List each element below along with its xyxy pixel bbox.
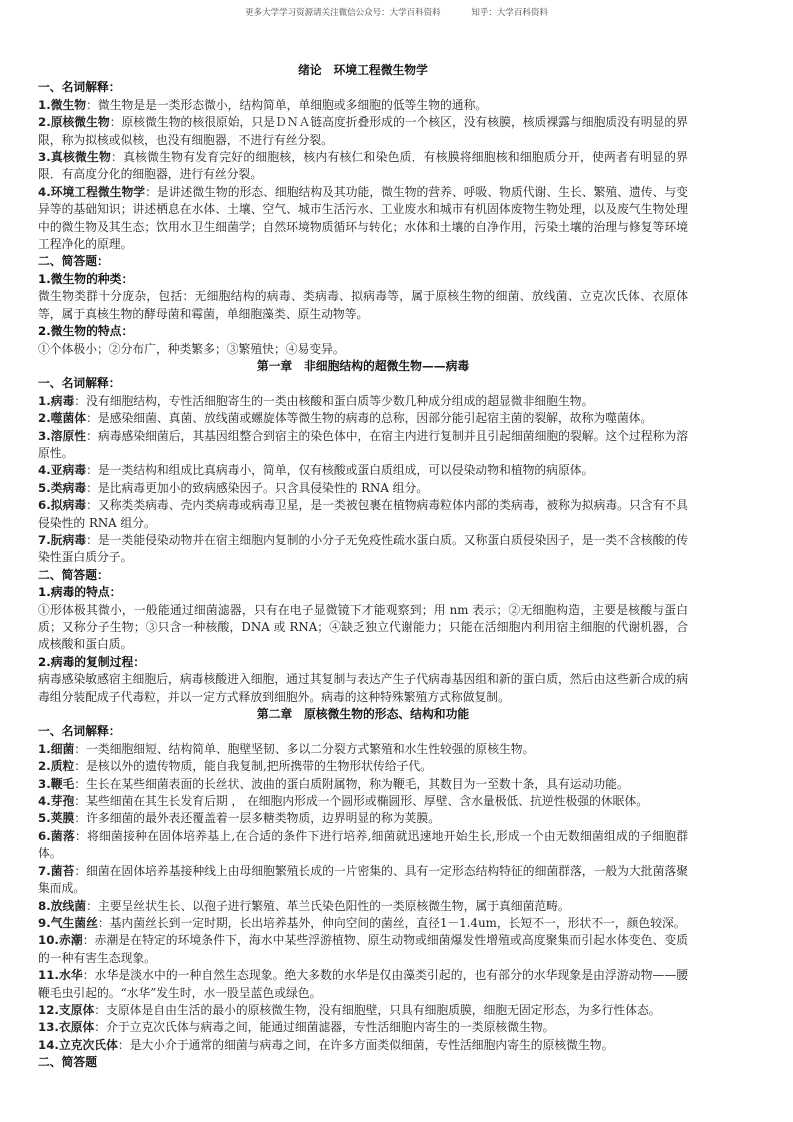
term-definition — [38, 462, 688, 479]
term-definition — [38, 497, 688, 532]
term-text: ：又称类类病毒、壳内类病毒或病毒卫星，是一类被包裹在植物病毒粒体内部的类病毒，被称为拟病毒。只含有不具侵染性的 RNA 组分。 — [38, 498, 688, 530]
question-title: 2.微生物的特点： — [38, 324, 134, 339]
term-label: 9.气生菌丝 — [38, 915, 98, 930]
term-label: 1.微生物 — [38, 97, 87, 112]
term-definition — [38, 393, 688, 410]
term-text: ：微生物是是一类形态微小，结构简单，单细胞或多细胞的低等生物的通称。 — [86, 97, 488, 112]
term-label: 3.鞭毛 — [38, 776, 75, 791]
term-definition — [38, 184, 688, 254]
chapter-title: 绪论 环境工程微生物学 — [298, 63, 428, 77]
term-label: 10.赤潮 — [38, 933, 83, 948]
term-text: ：某些细菌在其生长发育后期 ， 在细胞内形成一个圆形或椭圆形、厚壁、含水量极低、抗逆性极强的休眠体。 — [74, 794, 649, 809]
term-label: 6.菌落 — [38, 828, 75, 843]
term-label: 5.类病毒 — [38, 480, 87, 495]
term-label: 11.水华 — [38, 968, 83, 983]
term-definition — [38, 428, 688, 463]
term-text: ：生长在某些细菌表面的长丝状、波曲的蛋白质附属物，称为鞭毛，其数目为一至数十条，具有运动功能。 — [74, 776, 629, 791]
term-text: ：没有细胞结构，专性活细胞寄生的一类由核酸和蛋白质等少数几种成分组成的超显微非细胞生物。 — [74, 393, 594, 408]
term-definition — [38, 932, 688, 967]
term-definition — [38, 410, 688, 427]
term-text: ：赤潮是在特定的环境条件下，海水中某些浮游植物、原生动物或细菌爆发性增殖或高度聚集而引起水体变色、变质的一种有害生态现象。 — [38, 933, 688, 965]
paragraph: 微生物类群十分庞杂，包括：无细胞结构的病毒、类病毒、拟病毒等，属于原核生物的细菌、放线菌、立克次氏体、衣原体等，属于真核生物的酵母菌和霉菌，单细胞藻类、原生动物等。 — [38, 289, 688, 321]
term-definition — [38, 967, 688, 1002]
term-text: ：一类细胞细短、结构简单、胞壁坚韧、多以二分裂方式繁殖和水生性较强的原核生物。 — [74, 741, 535, 756]
term-definition — [38, 532, 688, 567]
header-zhihu-note: 知乎：大学百科资料 — [471, 8, 548, 18]
term-label: 1.病毒 — [38, 393, 75, 408]
term-text: ：是核以外的遗传物质，能自我复制,把所携带的生物形状传给子代。 — [74, 759, 432, 774]
term-text: ：介于立克次氏体与病毒之间，能通过细菌滤器，专性活细胞内寄生的一类原核微生物。 — [94, 1020, 555, 1035]
term-label: 2.噬菌体 — [38, 411, 87, 426]
term-text: ：是感染细菌、真菌、放线菌或螺旋体等微生物的病毒的总称，因部分能引起宿主菌的裂解，故称为噬菌体。 — [86, 411, 653, 426]
term-definition — [38, 810, 688, 827]
term-text: ：支原体是自由生活的最小的原核微生物，没有细胞壁，只具有细胞质膜，细胞无固定形态，为多行性体态。 — [94, 1002, 661, 1017]
term-label: 8.放线菌 — [38, 898, 87, 913]
term-definition — [38, 1019, 688, 1036]
term-text: ：真核微生物有发育完好的细胞核，核内有核仁和染色质．有核膜将细胞核和细胞质分开，使两者有明显的界限．有高度分化的细胞器，进行有丝分裂。 — [38, 150, 688, 182]
term-label: 2.原核微生物 — [38, 115, 110, 130]
term-definition — [38, 1002, 688, 1019]
section-heading: 二、简答题： — [38, 254, 109, 269]
page-header-note — [0, 6, 793, 18]
term-label: 3.溶原性 — [38, 428, 87, 443]
term-text: ：是讲述微生物的形态、细胞结构及其功能，微生物的营养、呼吸、物质代谢、生长、繁殖、遗传、与变异等的基础知识；讲述栖息在水体、土壤、空气、城市生活污水、工业废水和城市有机固体废物生物处理，以及废气生物处理中的微生物及其生态；饮用水卫生细菌学；自然环境物质循环与转化；水体和土壤的自净作用，污染土壤的治理与修复等环境工程净化的原理。 — [38, 184, 688, 252]
term-text: ：是一类结构和组成比真病毒小，简单，仅有核酸或蛋白质组成，可以侵染动物和植物的病原体。 — [86, 463, 594, 478]
term-label: 7.朊病毒 — [38, 532, 87, 547]
term-definition — [38, 776, 688, 793]
term-label: 2.质粒 — [38, 759, 75, 774]
term-label: 4.亚病毒 — [38, 463, 87, 478]
term-definition — [38, 480, 688, 497]
term-label: 5.荚膜 — [38, 811, 75, 826]
chapter-title: 第二章 原核微生物的形态、结构和功能 — [256, 707, 470, 722]
term-text: ：病毒感染细菌后，其基因组整合到宿主的染色体中，在宿主内进行复制并且引起细菌细胞的裂解。这个过程称为溶原性。 — [38, 428, 688, 460]
term-text: ：水华是淡水中的一种自然生态现象。绝大多数的水华是仅由藻类引起的，也有部分的水华现象是由浮游动物——腰鞭毛虫引起的。“水华”发生时，水一股呈蓝色或绿色。 — [38, 968, 688, 1000]
section-heading: 一、名词解释： — [38, 376, 121, 391]
term-label: 14.立克次氏体 — [38, 1037, 118, 1052]
document-body — [38, 62, 688, 1072]
question-title: 1.微生物的种类： — [38, 271, 134, 286]
term-definition — [38, 898, 688, 915]
term-definition — [38, 758, 688, 775]
term-label: 7.菌苔 — [38, 863, 75, 878]
term-text: ：基内菌丝长到一定时期，长出培养基外，伸向空间的菌丝，直径1－1.4um，长短不一，形状不一，颜色较深。 — [97, 915, 686, 930]
term-definition — [38, 828, 688, 863]
term-definition — [38, 741, 688, 758]
header-wechat-note: 更多大学学习资源请关注微信公众号：大学百科资料 — [245, 8, 441, 18]
chapter-title: 第一章 非细胞结构的超微生物——病毒 — [256, 358, 470, 373]
term-definition — [38, 1037, 688, 1054]
term-label: 1.细菌 — [38, 741, 75, 756]
term-text: ：是一类能侵染动物并在宿主细胞内复制的小分子无免疫性疏水蛋白质。又称蛋白质侵染因子，是一类不含核酸的传染性蛋白质分子。 — [38, 532, 688, 565]
term-text: ：是比病毒更加小的致病感染因子。只含具侵染性的 RNA 组分。 — [86, 480, 429, 495]
term-definition — [38, 863, 688, 898]
term-label: 12.支原体 — [38, 1002, 95, 1017]
term-label: 4.芽孢 — [38, 794, 75, 809]
term-text: ：许多细菌的最外表还覆盖着一层多糖类物质，边界明显的称为荚膜。 — [74, 811, 441, 826]
term-text: ：主要呈丝状生长、以孢子进行繁殖、革兰氏染色阳性的一类原核微生物，属于真细菌范畴。 — [86, 898, 570, 913]
term-text: ：是大小介于通常的细菌与病毒之间，在许多方面类似细菌，专性活细胞内寄生的原核微生物。 — [117, 1037, 614, 1052]
term-definition — [38, 915, 688, 932]
paragraph: 病毒感染敏感宿主细胞后，病毒核酸进入细胞，通过其复制与表达产生子代病毒基因组和新的蛋白质，然后由这些新合成的病毒组分装配成子代毒粒，并以一定方式释放到细胞外。病毒的这种特殊繁殖方式称做复制。 — [38, 672, 688, 704]
term-label: 13.衣原体 — [38, 1020, 95, 1035]
paragraph: ①形体极其微小，一般能通过细菌滤器，只有在电子显微镜下才能观察到；用 nm 表示；②无细胞构造，主要是核酸与蛋白质；又称分子生物；③只含一种核酸，DNA 或 RNA；④缺乏独立代谢能力；只能在活细胞内利用宿主细胞的代谢机器，合成核酸和蛋白质。 — [38, 602, 688, 652]
section-heading: 一、名词解释： — [38, 724, 121, 739]
question-title: 2.病毒的复制过程： — [38, 654, 146, 669]
term-definition — [38, 114, 688, 149]
term-label: 4.环境工程微生物学 — [38, 184, 146, 199]
section-heading: 二、简答题： — [38, 567, 109, 582]
term-label: 3.真核微生物 — [38, 150, 112, 165]
question-title: 1.病毒的特点： — [38, 585, 122, 600]
term-definition — [38, 97, 688, 114]
section-heading: 二、简答题 — [38, 1055, 97, 1070]
term-text: ：细菌在固体培养基接种线上由母细胞繁殖长成的一片密集的、具有一定形态结构特征的细菌群落，一般为大批菌落聚集而成。 — [38, 863, 688, 896]
paragraph: ①个体极小；②分布广，种类繁多；③繁殖快；④易变异。 — [38, 341, 345, 356]
term-text: ：将细菌接种在固体培养基上,在合适的条件下进行培养,细菌就迅速地开始生长,形成一个由无数细菌组成的子细胞群体。 — [38, 828, 688, 861]
term-text: ：原核微生物的核很原始，只是ＤＮＡ链高度折叠形成的一个核区，没有核膜，核质裸露与细胞质没有明显的界限，称为拟核或似核，也没有细胞器，不进行有丝分裂。 — [38, 115, 688, 147]
term-definition — [38, 149, 688, 184]
section-heading: 一、名词解释： — [38, 80, 121, 95]
term-label: 6.拟病毒 — [38, 498, 87, 513]
term-definition — [38, 793, 688, 810]
